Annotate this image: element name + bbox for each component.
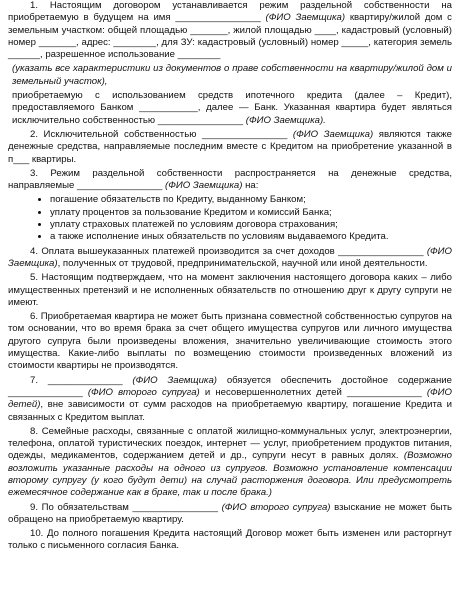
clause-1: [8, 0, 452, 61]
clause-8-note: (Возможно возложить указанные расходы на одного из супругов. Возможно установление компенсации второму супругу (у кого будут дети) на случай расторжения договора. Или предусмотреть ежемесячное содержание как в браке, так и после брака.): [8, 450, 452, 499]
spouse-name-placeholder: (ФИО второго супруга): [221, 501, 331, 513]
clause-7-text-e: и несовершеннолетних детей ______________: [204, 386, 422, 398]
spouse-name-placeholder: (ФИО второго супруга): [87, 386, 200, 398]
clause-9-text-c: взыскание не может быть обращено на приобретаемую квартиру.: [8, 501, 452, 525]
clause-10-text: 10. До полного погашения Кредита настоящий Договор может быть изменен или расторгнут только с письменного согласия Банка.: [8, 528, 452, 552]
children-name-placeholder: (ФИО детей): [8, 386, 452, 411]
clause-6-text: 6. Приобретаемая квартира не может быть признана совместной собственностью супругов на том основании, что во время брака за счет общего имущества супругов или личного имущества другого супруга были произведены вложения, значительно увеличивающие стоимость этого имущества. Какие-либо выплаты по возмещению стоимости произведенных вложений из стоимости квартиры не производятся.: [8, 311, 452, 372]
clause-1-text-d: приобретаемую с использованием средств ипотечного кредита (далее – Кредит), предоставляемого Банком ___________, далее — Банк.: [12, 90, 452, 114]
clause-8-text-a: 8. Семейные расходы, связанные с оплатой жилищно-коммунальных услуг, электроэнергии, телефона, оплатой туристических поездок, интернет — услуг, приобретением продуктов питания, одежды, медикаментов, содержанием детей и др., супруги несут в равных долях.: [8, 425, 452, 462]
clause-1-text-c: квартиру/жилой дом с земельным участком: общей площадью _______, жилой площадью ____, кадастровый (условный) номер _______, адрес: ________, для ЗУ: кадастровый (условный) номер _____, категория земель ______, разрешенное использование ________: [8, 12, 452, 61]
list-item: • уплату страховых платежей по условиям договора страхования;: [50, 219, 452, 231]
clause-2-text-c: являются также денежные средства, направляемые последним вместе с Кредитом на приобретение указанной в п___ квартиры.: [8, 128, 453, 165]
clause-1-text-a: 1. Настоящим договором устанавливается режим раздельной собственности на приобретаемую в будущем на имя ________________: [8, 0, 452, 24]
borrower-name-placeholder: (ФИО Заемщика): [165, 180, 243, 192]
clause-7: [8, 375, 452, 424]
clause-5-text: 5. Настоящим подтверждаем, что на момент заключения настоящего договора каких – либо имущественных претензий и не исполненных обязательств по отношению друг к другу супруги не имеют.: [8, 272, 452, 308]
list-item: • погашение обязательств по Кредиту, выданному Банком;: [50, 194, 452, 206]
clause-9: [8, 502, 452, 527]
clause-1-cont: [12, 90, 452, 127]
clause-1-note-text: (указать все характеристики из документов о праве собственности на квартиру/жилой дом и земельный участок),: [12, 63, 452, 87]
clause-3-text-c: на:: [245, 180, 259, 192]
borrower-name-placeholder: (ФИО Заемщика).: [245, 114, 326, 126]
borrower-name-placeholder: (ФИО Заемщика): [265, 12, 346, 24]
borrower-name-placeholder: (ФИО Заемщика): [8, 245, 452, 269]
clause-3-list: [8, 194, 452, 243]
clause-9-text-a: 9. По обязательствам ________________: [30, 501, 218, 513]
clause-1-text-e: Указанная квартира будет являться исключительно собственностью ________________: [12, 102, 453, 126]
list-item: • а также исполнение иных обязательств по условиям выдаваемого Кредита.: [50, 231, 452, 243]
clause-5: [8, 272, 452, 309]
clause-10: [8, 528, 452, 553]
borrower-name-placeholder: (ФИО Заемщика): [292, 128, 374, 140]
clause-2-text-a: 2. Исключительной собственностью ________________: [30, 128, 288, 140]
list-item: • уплату процентов за пользование Кредитом и комиссий Банка;: [50, 207, 452, 219]
clause-8: [8, 426, 452, 500]
clause-6: [8, 311, 452, 372]
borrower-name-placeholder: (ФИО Заемщика): [132, 374, 217, 386]
clause-4-text-c: , полученных от трудовой, предпринимательской, научной или иной деятельности.: [57, 257, 428, 269]
clause-4-text-a: 4. Оплата вышеуказанных платежей производится за счет доходов ________________: [30, 245, 424, 257]
clause-3-text-a: 3. Режим раздельной собственности распространяется на денежные средства, направляемые ________________: [8, 167, 452, 192]
clause-4: [8, 246, 452, 271]
clause-7-text-a: 7. ______________: [30, 374, 123, 386]
clause-2: [8, 129, 452, 166]
clause-7-text-c: обязуется обеспечить достойное содержание ______________: [8, 374, 452, 398]
clause-7-text-g: , вне зависимости от сумм расходов на приобретаемую квартиру, погашение Кредита и связанных с Кредитом выплат.: [8, 399, 452, 423]
clause-1-note: [12, 63, 452, 88]
clause-3: [8, 168, 452, 193]
